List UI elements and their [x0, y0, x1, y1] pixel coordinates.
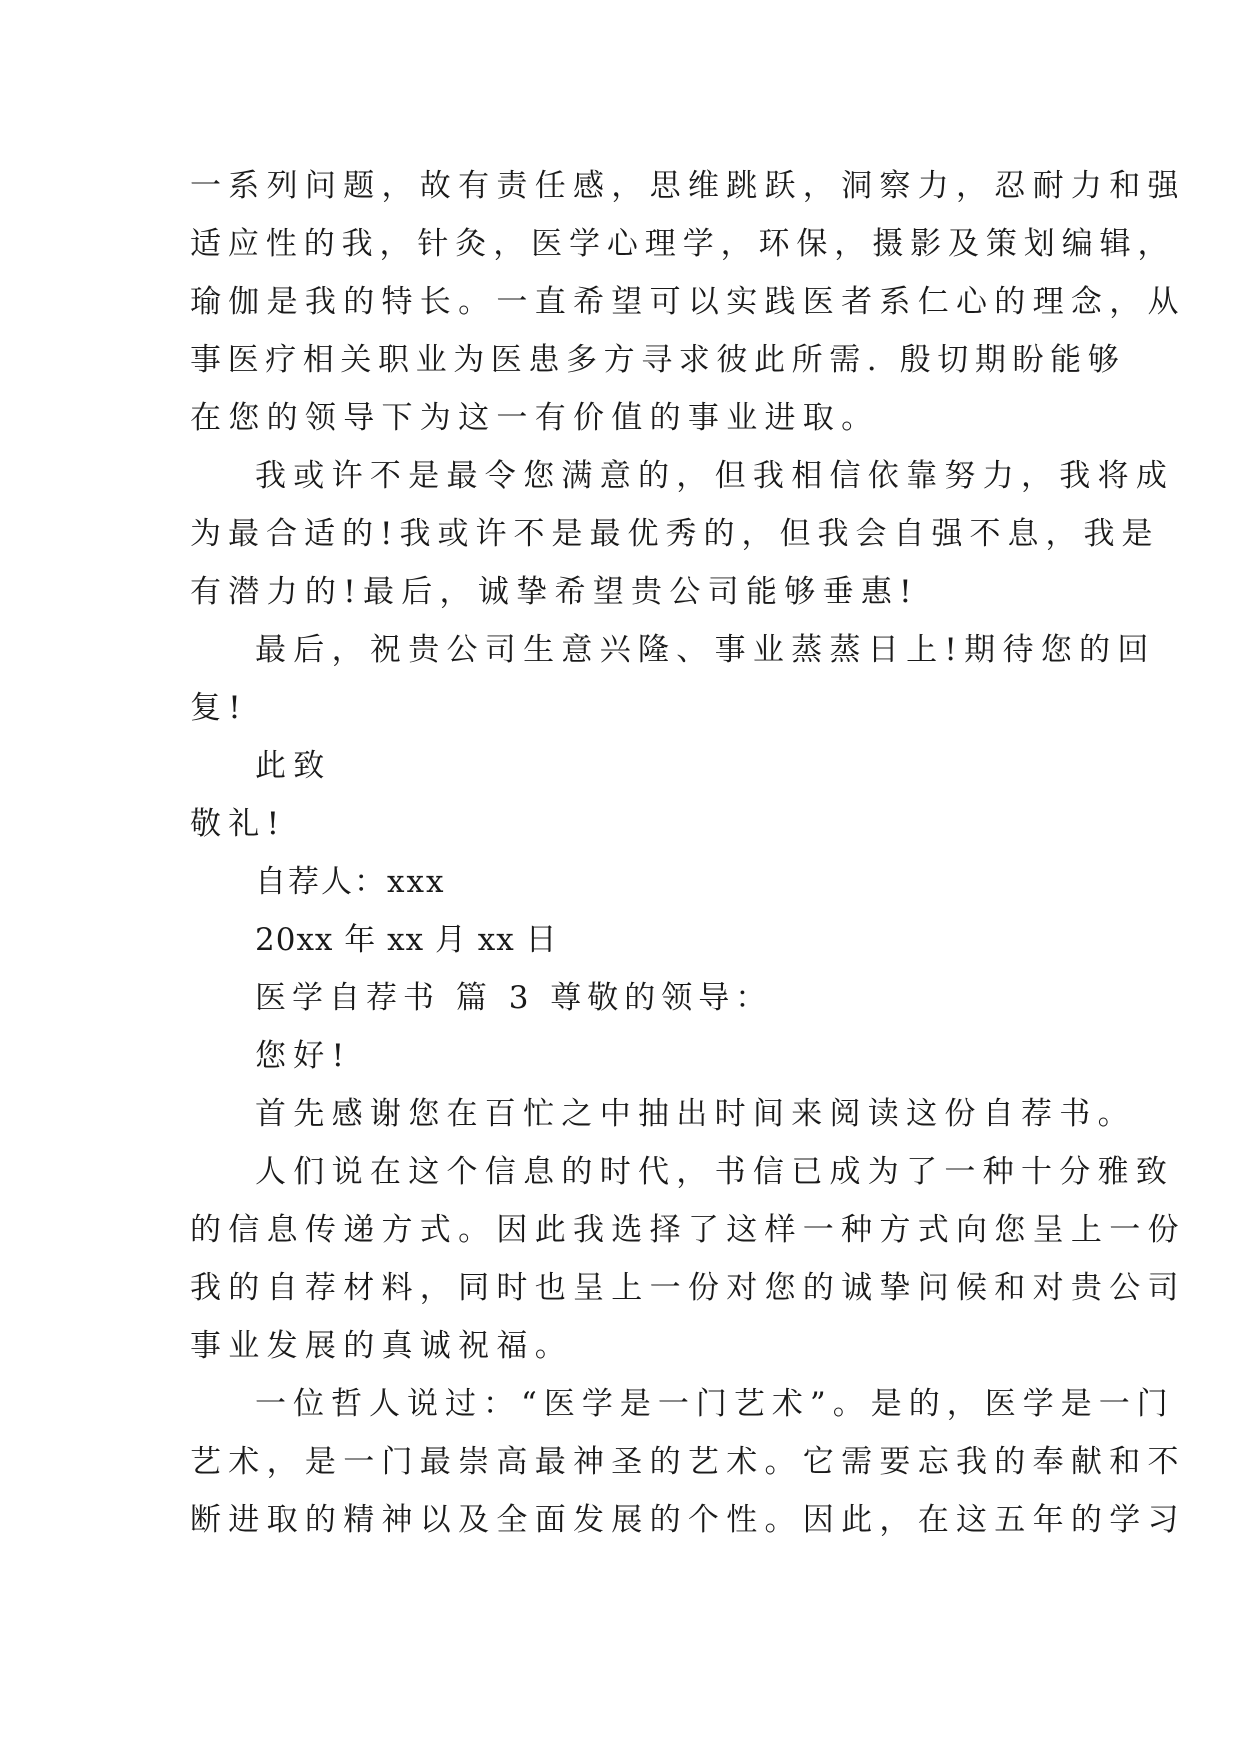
paragraph-line: 在您的领导下为这一有价值的事业进取。	[190, 400, 880, 436]
paragraph-line: 为最合适的!我或许不是最优秀的，但我会自强不息，我是	[190, 516, 1160, 552]
date-line: 20xx 年 xx 月 xx 日	[255, 922, 558, 958]
paragraph-line: 适应性的我，针灸，医学心理学，环保，摄影及策划编辑，	[190, 226, 1176, 262]
salutation-line: 敬礼!	[190, 806, 287, 842]
paragraph-line: 人们说在这个信息的时代，书信已成为了一种十分雅致	[255, 1154, 1175, 1190]
paragraph-line: 复!	[190, 690, 249, 726]
paragraph-line: 一系列问题，故有责任感，思维跳跃，洞察力，忍耐力和强	[190, 168, 1186, 204]
paragraph-line: 事业发展的真诚祝福。	[190, 1328, 573, 1364]
paragraph-line: 的信息传递方式。因此我选择了这样一种方式向您呈上一份	[190, 1212, 1186, 1248]
paragraph-line: 首先感谢您在百忙之中抽出时间来阅读这份自荐书。	[255, 1096, 1136, 1132]
closing-line: 此致	[255, 748, 332, 784]
paragraph-line: 我的自荐材料，同时也呈上一份对您的诚挚问候和对贵公司	[190, 1270, 1186, 1306]
section-heading: 医学自荐书 篇 3 尊敬的领导：	[255, 980, 773, 1016]
signature-line: 自荐人：xxx	[255, 864, 446, 900]
paragraph-line: 最后，祝贵公司生意兴隆、事业蒸蒸日上!期待您的回	[255, 632, 1156, 668]
paragraph-line: 一位哲人说过：“医学是一门艺术”。是的，医学是一门	[255, 1386, 1175, 1422]
paragraph-line: 瑜伽是我的特长。一直希望可以实践医者系仁心的理念，从	[190, 284, 1186, 320]
paragraph-line: 艺术，是一门最崇高最神圣的艺术。它需要忘我的奉献和不	[190, 1444, 1186, 1480]
paragraph-line: 事医疗相关职业为医患多方寻求彼此所需. 殷切期盼能够	[190, 342, 1126, 378]
greeting-line: 您好!	[255, 1038, 352, 1074]
paragraph-line: 有潜力的!最后，诚挚希望贵公司能够垂惠!	[190, 574, 919, 610]
paragraph-line: 断进取的精神以及全面发展的个性。因此，在这五年的学习	[190, 1502, 1186, 1538]
paragraph-line: 我或许不是最令您满意的，但我相信依靠努力，我将成	[255, 458, 1175, 494]
